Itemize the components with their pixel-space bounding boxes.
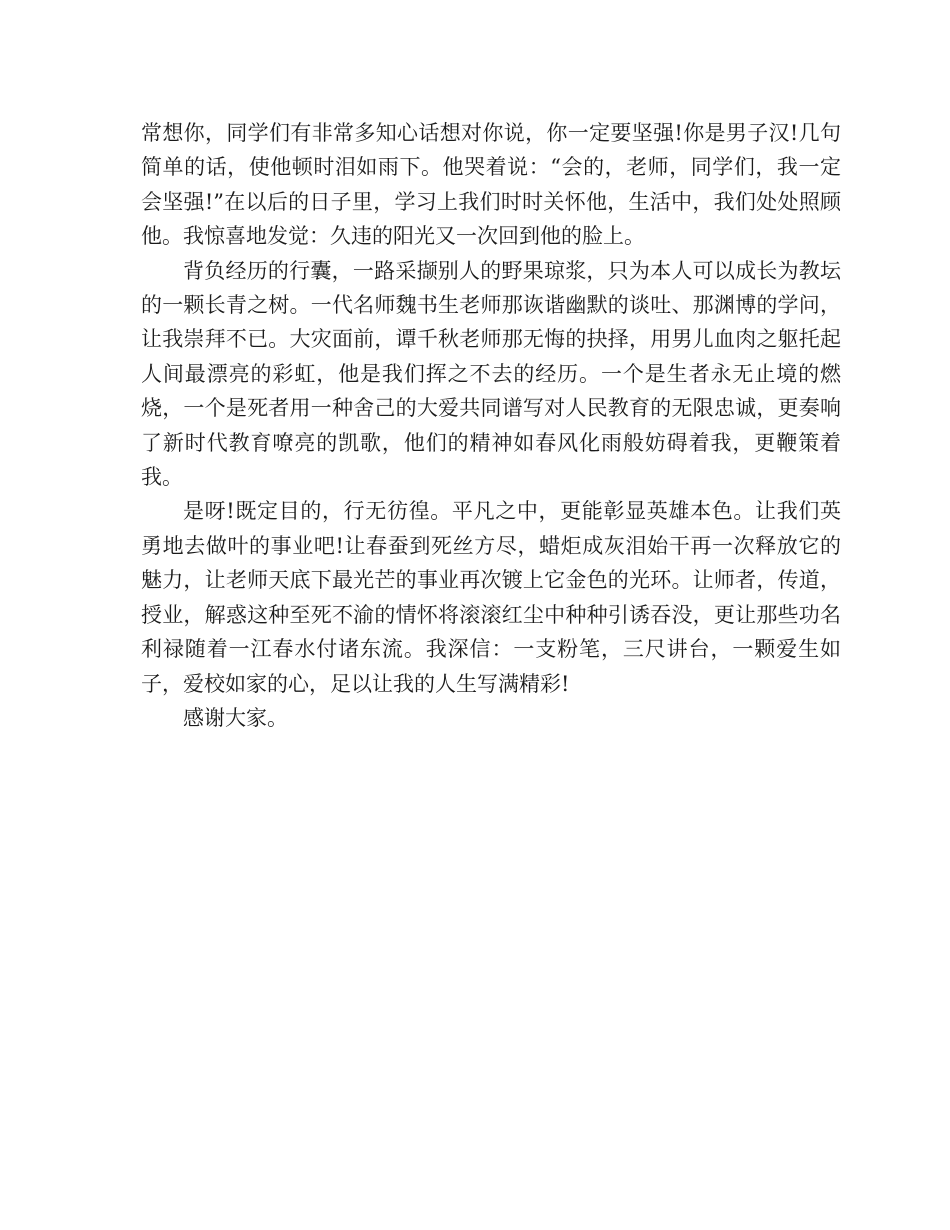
document-body (141, 116, 841, 735)
paragraph-role-models: 背负经历的行囊，一路采撷别人的野果琼浆，只为本人可以成长为教坛的一颗长青之树。一代名师魏书生老师那诙谐幽默的谈吐、那渊博的学问，让我崇拜不已。大灾面前，谭千秋老师那无悔的抉择，用男儿血肉之躯托起人间最漂亮的彩虹，他是我们挥之不去的经历。一个是生者永无止境的燃烧，一个是死者用一种舍己的大爱共同谱写对人民教育的无限忠诚，更奏响了新时代教育嘹亮的凯歌，他们的精神如春风化雨般妨碍着我，更鞭策着我。 (141, 258, 841, 490)
paragraph-resolution: 是呀!既定目的，行无彷徨。平凡之中，更能彰显英雄本色。让我们英勇地去做叶的事业吧!让春蚕到死丝方尽，蜡炬成灰泪始干再一次释放它的魅力，让老师天底下最光芒的事业再次镀上它金色的光环。让师者，传道，授业，解惑这种至死不渝的情怀将滚滚红尘中种种引诱吞没，更让那些功名利禄随着一江春水付诸东流。我深信：一支粉笔，三尺讲台，一颗爱生如子，爱校如家的心，足以让我的人生写满精彩! (141, 499, 841, 696)
paragraph-continuation: 常想你，同学们有非常多知心话想对你说，你一定要坚强!你是男子汉!几句简单的话，使他顿时泪如雨下。他哭着说：“会的，老师，同学们，我一定会坚强!”在以后的日子里，学习上我们时时关怀他，生活中，我们处处照顾他。我惊喜地发觉：久违的阳光又一次回到他的脸上。 (141, 121, 841, 249)
paragraph-closing: 感谢大家。 (183, 705, 288, 730)
